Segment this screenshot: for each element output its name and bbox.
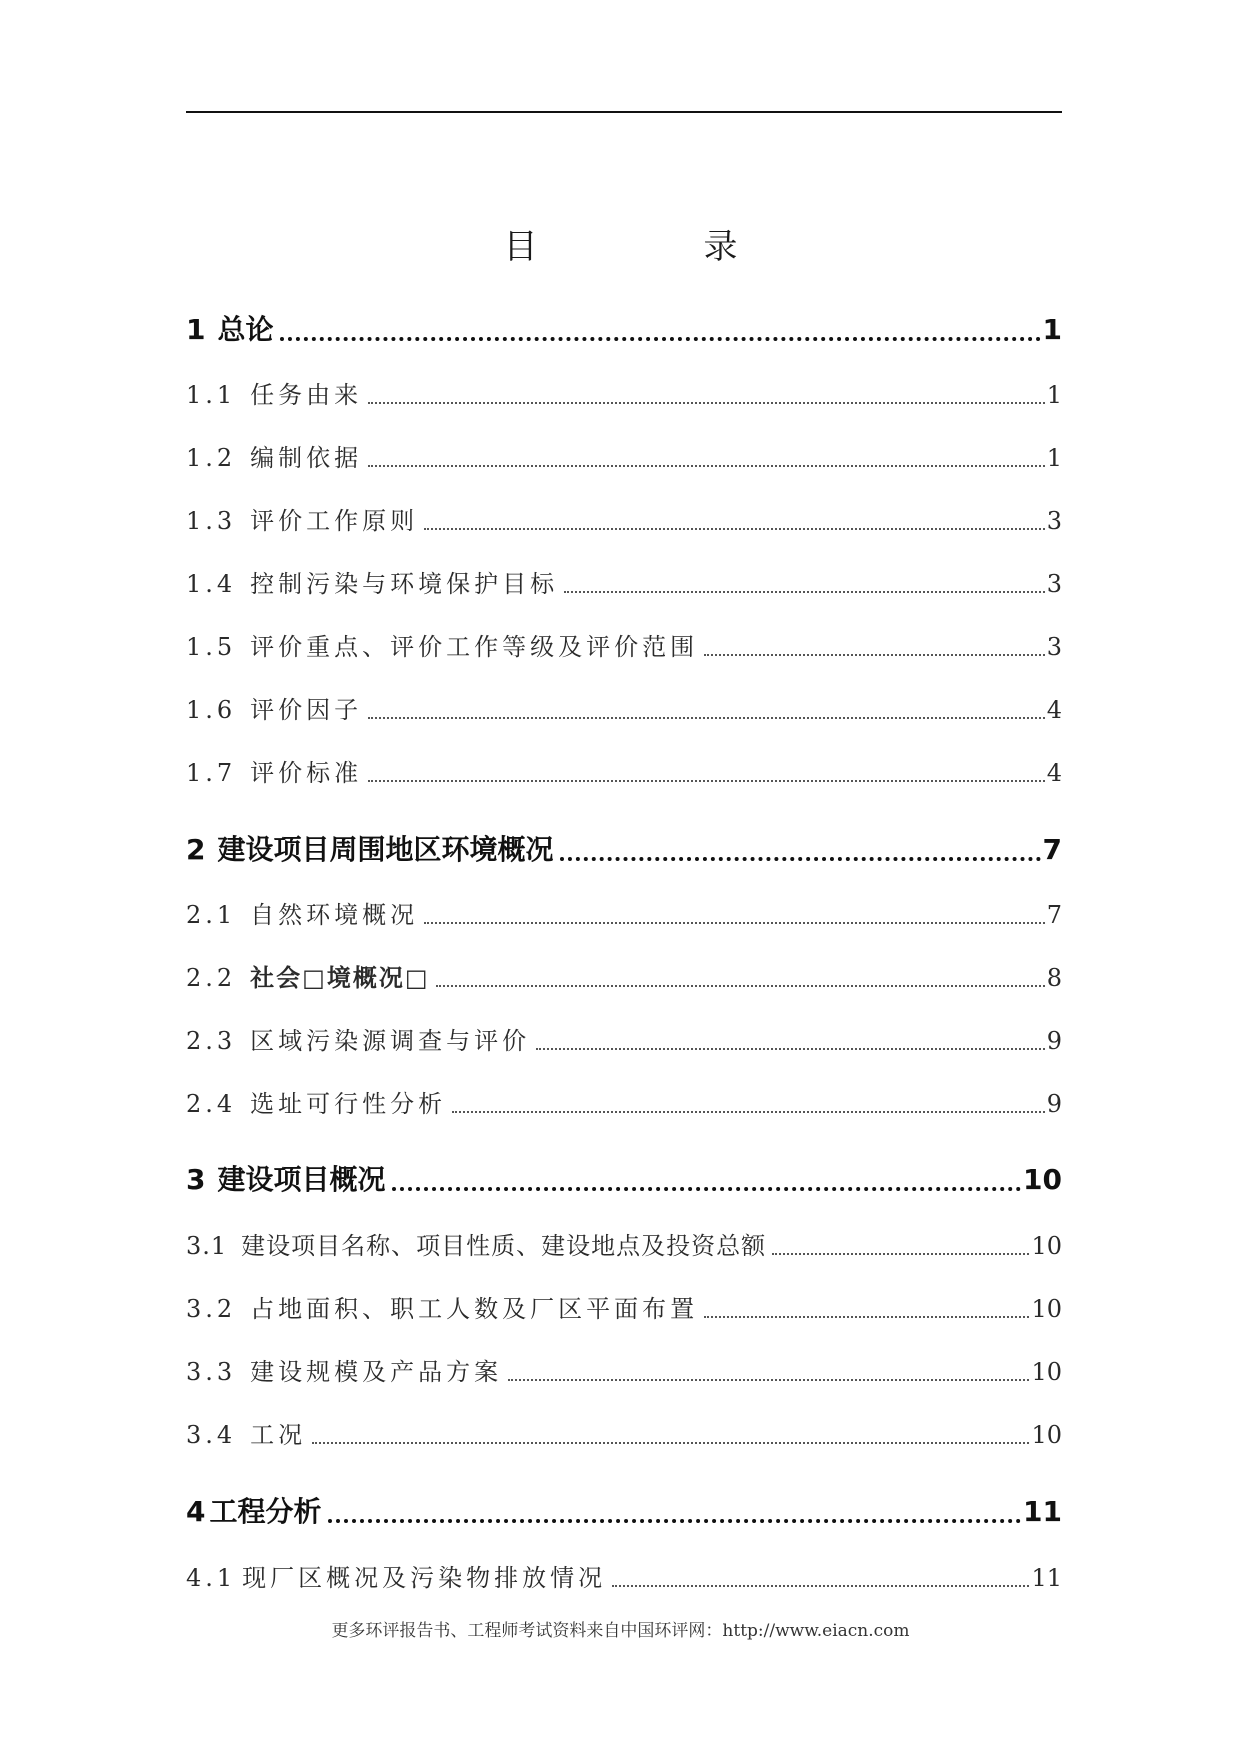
toc-page-number: 3 [1046, 570, 1062, 598]
toc-entry-2-3[interactable] [186, 1024, 1062, 1058]
toc-entry-2[interactable] [186, 830, 1062, 870]
toc-leader-dots [312, 1442, 1029, 1444]
toc-section-number: 1.3 [186, 507, 237, 535]
toc-leader-dots [368, 465, 1045, 467]
toc-page-number: 10 [1031, 1232, 1062, 1260]
toc-entry-1-2[interactable] [186, 441, 1062, 475]
toc-page-number: 7 [1046, 901, 1062, 929]
toc-section-number: 1 [186, 313, 206, 346]
toc-page-number: 3 [1046, 633, 1062, 661]
toc-section-number: 3.3 [186, 1358, 237, 1386]
toc-entry-3[interactable] [186, 1160, 1062, 1200]
toc-leader-dots [368, 780, 1045, 782]
toc-leader-dots [280, 337, 1041, 341]
toc-section-title: 占地面积、职工人数及厂区平面布置 [250, 1295, 699, 1323]
toc-section-title: 选址可行性分析 [250, 1090, 447, 1118]
toc-page-number: 3 [1046, 507, 1062, 535]
toc-entry-4-1[interactable] [186, 1561, 1062, 1595]
toc-section-title: 编制依据 [250, 444, 363, 472]
toc-section-title: 建设项目名称、项目性质、建设地点及投资总额 [241, 1232, 767, 1260]
toc-section-number: 1.2 [186, 444, 237, 472]
toc-page-number: 11 [1023, 1495, 1062, 1528]
header-rule [186, 111, 1062, 113]
toc-section-number: 2.4 [186, 1090, 237, 1118]
toc-page-number: 9 [1046, 1090, 1062, 1118]
toc-section-title: 自然环境概况 [250, 901, 419, 929]
toc-section-title: 工程分析 [209, 1495, 322, 1528]
toc-leader-dots [564, 591, 1045, 593]
toc-entry-4[interactable] [186, 1492, 1062, 1532]
toc-leader-dots [508, 1379, 1029, 1381]
toc-section-number: 2 [186, 833, 206, 866]
toc-section-title: 社会□境概况□ [250, 964, 430, 992]
toc-page-number: 9 [1046, 1027, 1062, 1055]
toc-section-number: 1.6 [186, 696, 237, 724]
toc-entry-1-4[interactable] [186, 567, 1062, 601]
toc-page-number: 7 [1042, 833, 1062, 866]
toc-section-number: 4 [186, 1495, 206, 1528]
toc-entry-2-2[interactable] [186, 961, 1062, 995]
toc-section-number: 3.1 [186, 1232, 228, 1260]
toc-entry-2-1[interactable] [186, 898, 1062, 932]
toc-page-number: 10 [1031, 1295, 1062, 1323]
toc-leader-dots [328, 1519, 1022, 1523]
toc-section-title: 建设项目周围地区环境概况 [217, 833, 554, 866]
toc-section-title: 区域污染源调查与评价 [250, 1027, 531, 1055]
toc-page-number: 1 [1042, 313, 1062, 346]
toc-section-number: 1.7 [186, 759, 237, 787]
toc-section-title: 现厂区概况及污染物排放情况 [242, 1564, 607, 1592]
toc-entry-1-6[interactable] [186, 693, 1062, 727]
toc-page-number: 1 [1046, 381, 1062, 409]
toc-entry-1-5[interactable] [186, 630, 1062, 664]
toc-section-number: 2.1 [186, 901, 237, 929]
toc-section-title: 任务由来 [250, 381, 363, 409]
toc-page-number: 10 [1031, 1421, 1062, 1449]
toc-section-title: 总论 [217, 313, 274, 346]
toc-section-number: 2.2 [186, 964, 237, 992]
toc-page-number: 10 [1023, 1163, 1062, 1196]
toc-entry-1-7[interactable] [186, 756, 1062, 790]
toc-section-number: 3.4 [186, 1421, 237, 1449]
toc-leader-dots [536, 1048, 1045, 1050]
toc-section-number: 4.1 [186, 1564, 237, 1592]
toc-entry-3-3[interactable] [186, 1355, 1062, 1389]
toc-entry-1-1[interactable] [186, 378, 1062, 412]
page-title: 目 录 [503, 227, 804, 267]
toc-leader-dots [436, 985, 1045, 987]
toc-section-title: 评价因子 [250, 696, 363, 724]
toc-leader-dots [392, 1187, 1022, 1191]
toc-page-number: 4 [1046, 696, 1062, 724]
toc-leader-dots [452, 1111, 1045, 1113]
toc-section-title: 评价工作原则 [250, 507, 419, 535]
toc-entry-3-1[interactable] [186, 1229, 1062, 1263]
toc-page-number: 4 [1046, 759, 1062, 787]
toc-section-title: 评价标准 [250, 759, 363, 787]
toc-entry-3-4[interactable] [186, 1418, 1062, 1452]
toc-leader-dots [772, 1253, 1029, 1255]
toc-page-number: 11 [1031, 1564, 1062, 1592]
toc-leader-dots [368, 717, 1045, 719]
toc-page-number: 10 [1031, 1358, 1062, 1386]
toc-leader-dots [612, 1585, 1029, 1587]
toc-section-number: 1.4 [186, 570, 237, 598]
toc-leader-dots [368, 402, 1045, 404]
toc-section-title: 建设规模及产品方案 [250, 1358, 503, 1386]
toc-section-number: 1.5 [186, 633, 237, 661]
toc-leader-dots [560, 857, 1041, 861]
toc-leader-dots [704, 1316, 1029, 1318]
toc-section-number: 3.2 [186, 1295, 237, 1323]
toc-section-number: 2.3 [186, 1027, 237, 1055]
toc-leader-dots [424, 922, 1045, 924]
toc-section-title: 控制污染与环境保护目标 [250, 570, 559, 598]
toc-leader-dots [424, 528, 1045, 530]
toc-page-number: 8 [1046, 964, 1062, 992]
toc-entry-1-3[interactable] [186, 504, 1062, 538]
toc-leader-dots [704, 654, 1045, 656]
toc-entry-2-4[interactable] [186, 1087, 1062, 1121]
toc-entry-1[interactable] [186, 310, 1062, 350]
toc-section-title: 工况 [250, 1421, 307, 1449]
toc-entry-3-2[interactable] [186, 1292, 1062, 1326]
toc-section-number: 3 [186, 1163, 206, 1196]
toc-section-title: 评价重点、评价工作等级及评价范围 [250, 633, 699, 661]
toc-page-number: 1 [1046, 444, 1062, 472]
toc-section-number: 1.1 [186, 381, 237, 409]
page-footer: 更多环评报告书、工程师考试资料来自中国环评网：http://www.eiacn.com [331, 1621, 910, 1641]
toc-section-title: 建设项目概况 [217, 1163, 386, 1196]
